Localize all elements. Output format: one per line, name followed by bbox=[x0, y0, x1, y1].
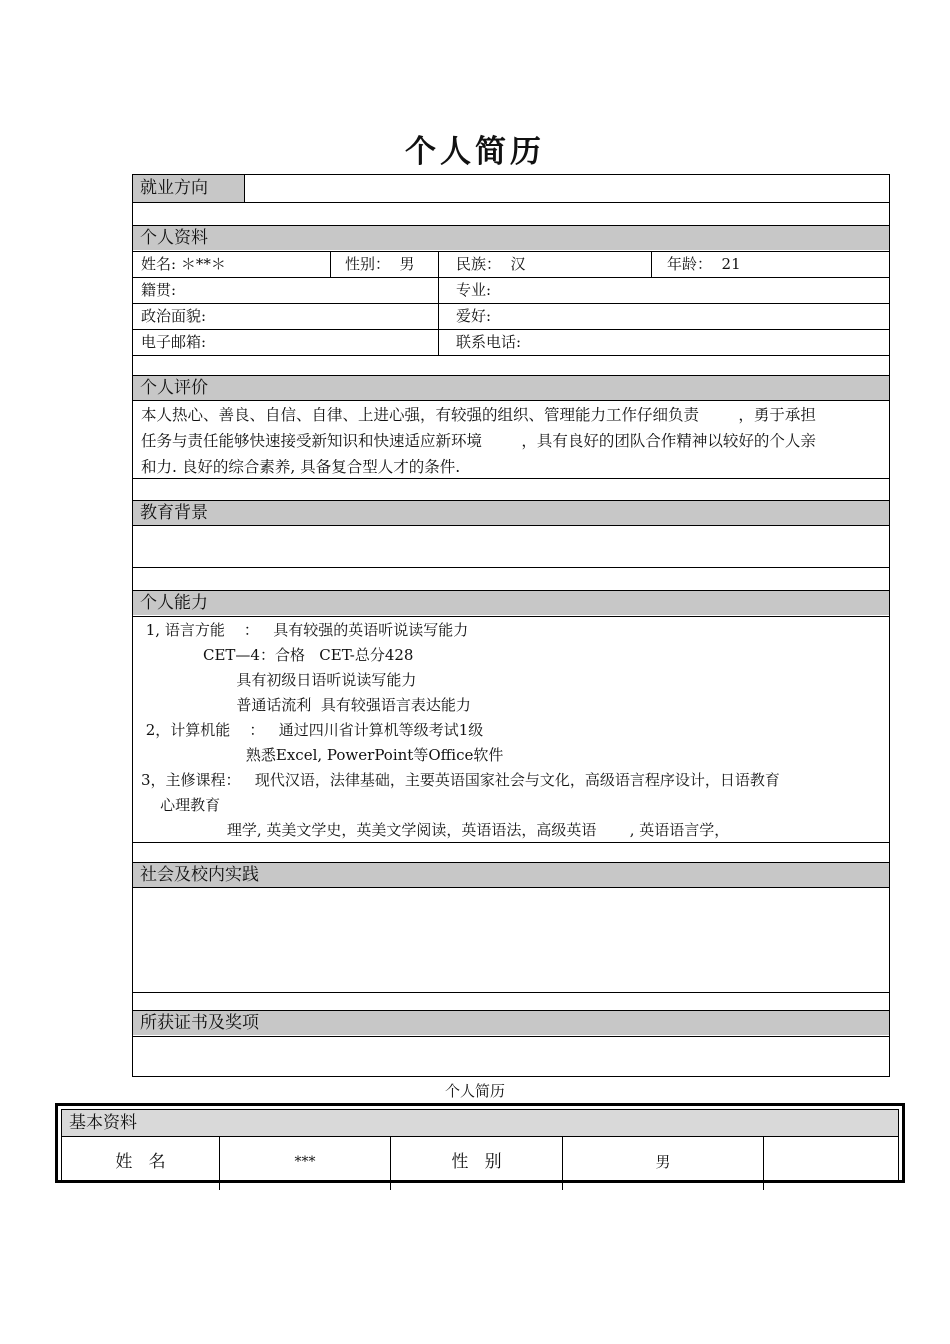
basic-name-label: 姓 名 bbox=[115, 1152, 166, 1172]
section-profile: 个人资料 bbox=[133, 226, 889, 250]
section-abilities: 个人能力 bbox=[133, 591, 889, 615]
direction-label: 就业方向 bbox=[133, 175, 244, 202]
evaluation-line: 本人热心、善良、自信、自律、上进心强，有较强的组织、管理能力工作仔细负责 ，勇于承担 bbox=[141, 406, 816, 424]
ability-line: 理学, 英美文学史，英美文学阅读，英语语法，高级英语 , 英语语言学， bbox=[141, 821, 730, 839]
profile-politics: 政治面貌: bbox=[141, 307, 207, 325]
basic-gender-label: 性 别 bbox=[451, 1152, 502, 1172]
profile-major: 专业: bbox=[456, 281, 492, 299]
basic-info-table bbox=[55, 1103, 905, 1183]
ability-line: 心理教育 bbox=[141, 796, 221, 814]
ability-line: 熟悉Excel, PowerPoint等Office软件 bbox=[141, 746, 504, 764]
section-evaluation: 个人评价 bbox=[133, 376, 889, 400]
profile-email: 电子邮箱: bbox=[141, 333, 207, 351]
ability-line: 具有初级日语听说读写能力 bbox=[141, 671, 417, 689]
basic-extra-cell bbox=[764, 1137, 898, 1187]
profile-hometown: 籍贯: bbox=[141, 281, 177, 299]
profile-ethnicity: 民族： 汉 bbox=[456, 255, 526, 273]
basic-gender-value: 男 bbox=[655, 1153, 671, 1171]
page-title: 个人简历 bbox=[405, 134, 545, 170]
evaluation-text bbox=[141, 402, 883, 480]
ability-line: 3，主修课程： 现代汉语，法律基础，主要英语国家社会与文化，高级语言程序设计，日语教育 bbox=[141, 771, 780, 789]
ability-line: 1, 语言方能 ： 具有较强的英语听说读写能力 bbox=[141, 621, 469, 639]
basic-name-value: *** bbox=[294, 1154, 316, 1170]
section-certificates: 所获证书及奖项 bbox=[133, 1011, 889, 1035]
evaluation-line: 和力. 良好的综合素养, 具备复合型人才的条件. bbox=[141, 458, 461, 476]
section-practice: 社会及校内实践 bbox=[133, 863, 889, 887]
ability-line: 普通话流利 具有较强语言表达能力 bbox=[141, 696, 471, 714]
evaluation-line: 任务与责任能够快速接受新知识和快速适应新环境 ，具有良好的团队合作精神以较好的个人亲 bbox=[141, 432, 816, 450]
profile-age: 年龄： 21 bbox=[667, 255, 741, 273]
caption: 个人简历 bbox=[444, 1082, 505, 1100]
ability-line: 2，计算机能 ： 通过四川省计算机等级考试1级 bbox=[141, 721, 484, 739]
profile-name: 姓名: ＊**＊ bbox=[141, 255, 226, 273]
section-education: 教育背景 bbox=[133, 501, 889, 525]
profile-phone: 联系电话: bbox=[456, 333, 522, 351]
basic-info-header: 基本资料 bbox=[62, 1110, 898, 1137]
profile-gender: 性别： 男 bbox=[345, 255, 415, 273]
profile-hobbies: 爱好: bbox=[456, 307, 492, 325]
ability-line: CET—4：合格 CET-总分428 bbox=[141, 646, 414, 664]
